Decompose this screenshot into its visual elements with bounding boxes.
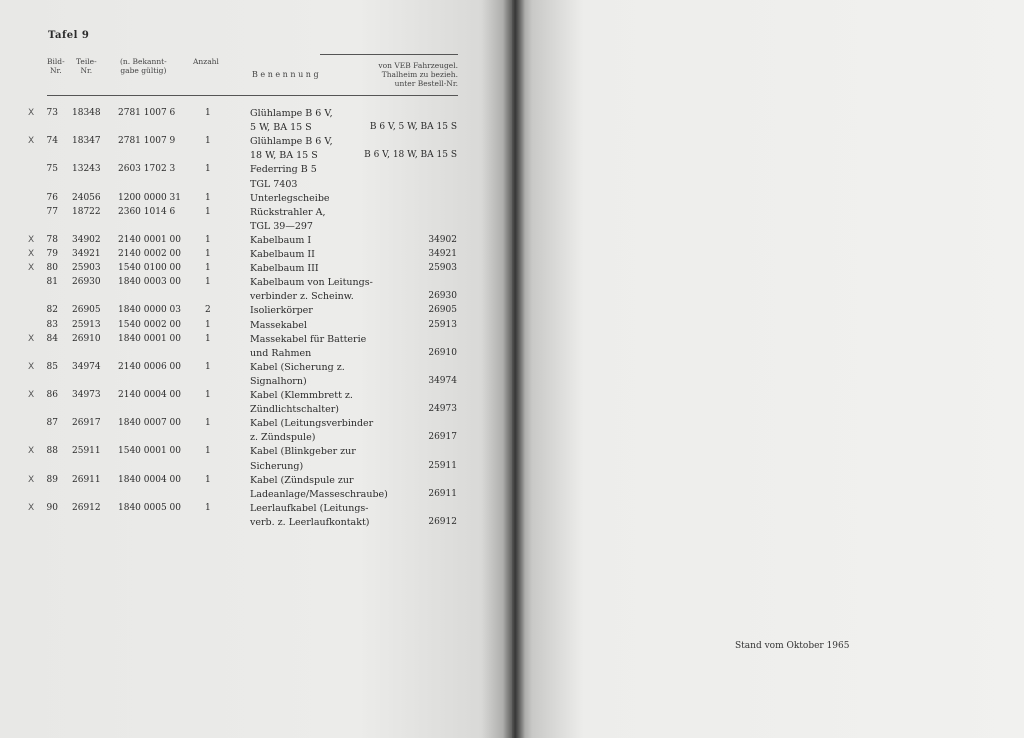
cell-teile-nr: 25911 xyxy=(72,446,101,457)
cell-bild-nr: 74 xyxy=(46,136,58,147)
cell-anzahl: 1 xyxy=(205,390,211,400)
check-mark: X xyxy=(28,333,35,344)
cell-bestell-nr: 25903 xyxy=(428,263,457,274)
cell-bild-nr: 87 xyxy=(46,418,58,429)
table-row xyxy=(0,150,512,164)
cell-teile-nr: 26905 xyxy=(72,305,101,316)
cell-benennung: Signalhorn) xyxy=(250,375,307,387)
header-bild: Bild- Nr. xyxy=(47,57,65,75)
cell-bestell-nr: 26912 xyxy=(428,516,457,527)
table-row xyxy=(0,305,512,319)
cell-bild-nr: 73 xyxy=(46,108,58,118)
table-title: Tafel 9 xyxy=(48,30,90,41)
cell-anzahl: 1 xyxy=(205,502,211,513)
cell-benennung: Kabel (Klemmbrett z. xyxy=(250,390,353,401)
cell-benennung: Zündlichtschalter) xyxy=(250,404,339,416)
cell-benennung: und Rahmen xyxy=(250,347,312,359)
table-row xyxy=(0,432,512,446)
table-row xyxy=(0,489,512,503)
table-row xyxy=(0,348,512,362)
table-row xyxy=(0,179,512,193)
right-page xyxy=(512,0,1024,738)
cell-anzahl: 1 xyxy=(205,474,211,485)
cell-benennung: Massekabel für Batterie xyxy=(250,333,367,345)
cell-teile-nr: 24056 xyxy=(72,192,101,203)
table-row xyxy=(0,334,512,348)
cell-bestell-nr: B 6 V, 5 W, BA 15 S xyxy=(369,122,457,133)
cell-bestell-nr: B 6 V, 18 W, BA 15 S xyxy=(364,150,457,161)
cell-bestell-nr: 26905 xyxy=(428,305,457,316)
cell-bekanntgabe: 1540 0100 00 xyxy=(118,263,181,274)
cell-bild-nr: 77 xyxy=(46,206,58,217)
cell-bild-nr: 88 xyxy=(46,446,58,457)
cell-teile-nr: 26912 xyxy=(72,502,101,513)
cell-benennung: Leerlaufkabel (Leitungs- xyxy=(250,502,369,514)
check-mark: X xyxy=(28,390,35,400)
cell-bild-nr: 85 xyxy=(46,361,58,372)
table-row xyxy=(0,291,512,305)
cell-benennung: Isolierkörper xyxy=(250,305,313,317)
cell-anzahl: 1 xyxy=(205,333,211,344)
table-row xyxy=(0,277,512,291)
cell-teile-nr: 34902 xyxy=(72,234,101,245)
cell-bild-nr: 78 xyxy=(46,234,58,245)
check-mark: X xyxy=(28,474,35,485)
cell-teile-nr: 18722 xyxy=(72,206,101,217)
cell-anzahl: 1 xyxy=(205,234,211,245)
cell-benennung: Kabel (Leitungsverbinder xyxy=(250,418,374,430)
cell-benennung: Kabelbaum I xyxy=(250,234,312,246)
cell-bekanntgabe: 2360 1014 6 xyxy=(118,206,176,217)
header-benennung: B e n e n n u n g xyxy=(252,70,319,79)
header-anzahl: Anzahl xyxy=(193,57,219,66)
cell-bestell-nr: 34902 xyxy=(428,234,457,245)
table-row xyxy=(0,122,512,136)
cell-benennung: Glühlampe B 6 V, xyxy=(250,136,333,148)
cell-teile-nr: 18347 xyxy=(72,136,101,147)
cell-bild-nr: 81 xyxy=(46,277,58,288)
cell-benennung: verb. z. Leerlaufkontakt) xyxy=(250,516,370,528)
table-row xyxy=(0,320,512,334)
cell-bestell-nr: 26917 xyxy=(428,432,457,443)
cell-bekanntgabe: 1540 0001 00 xyxy=(118,446,181,457)
table-row xyxy=(0,193,512,207)
header-teil: Teile- Nr. xyxy=(76,57,97,75)
cell-anzahl: 1 xyxy=(205,418,211,429)
cell-anzahl: 1 xyxy=(205,192,211,203)
table-row xyxy=(0,164,512,178)
cell-teile-nr: 26930 xyxy=(72,277,101,288)
cell-bekanntgabe: 2140 0002 00 xyxy=(118,249,181,259)
cell-bekanntgabe: 2140 0006 00 xyxy=(118,361,181,372)
cell-bekanntgabe: 1840 0000 03 xyxy=(118,305,181,316)
table-row xyxy=(0,362,512,376)
cell-anzahl: 1 xyxy=(205,206,211,217)
cell-benennung: verbinder z. Scheinw. xyxy=(250,291,354,303)
cell-teile-nr: 25903 xyxy=(72,263,101,274)
cell-benennung: TGL 7403 xyxy=(250,178,298,190)
cell-benennung: Kabel (Sicherung z. xyxy=(250,361,345,373)
table-row xyxy=(0,418,512,432)
table-row xyxy=(0,461,512,475)
book-gutter xyxy=(503,0,525,738)
table-row xyxy=(0,235,512,249)
header-top-rule xyxy=(320,54,458,55)
cell-anzahl: 1 xyxy=(205,108,211,118)
cell-benennung: Ladeanlage/Masseschraube) xyxy=(250,488,388,500)
table-row xyxy=(0,404,512,418)
cell-bekanntgabe: 2140 0004 00 xyxy=(118,390,181,400)
table-row xyxy=(0,475,512,489)
cell-bild-nr: 79 xyxy=(46,249,58,259)
cell-bekanntgabe: 1840 0003 00 xyxy=(118,277,181,288)
cell-teile-nr: 25913 xyxy=(72,319,101,330)
cell-anzahl: 1 xyxy=(205,446,211,457)
cell-bekanntgabe: 1840 0007 00 xyxy=(118,418,181,429)
table-row xyxy=(0,221,512,235)
check-mark: X xyxy=(28,234,35,245)
header-bek: (n. Bekannt- gabe gültig) xyxy=(120,57,167,75)
cell-bild-nr: 75 xyxy=(46,164,58,175)
cell-bild-nr: 90 xyxy=(46,502,58,513)
cell-bekanntgabe: 2140 0001 00 xyxy=(118,234,181,245)
cell-bestell-nr: 25911 xyxy=(428,460,457,471)
cell-bekanntgabe: 1540 0002 00 xyxy=(118,319,181,330)
table-row xyxy=(0,446,512,460)
cell-teile-nr: 34974 xyxy=(72,361,101,372)
cell-bestell-nr: 24973 xyxy=(428,404,457,415)
cell-benennung: TGL 39—297 xyxy=(250,220,313,232)
table-row xyxy=(0,390,512,404)
cell-bild-nr: 84 xyxy=(46,333,58,344)
cell-bestell-nr: 26910 xyxy=(428,347,457,358)
cell-anzahl: 1 xyxy=(205,263,211,274)
cell-bekanntgabe: 1840 0005 00 xyxy=(118,502,181,513)
header-bottom-rule xyxy=(47,95,458,96)
table-row xyxy=(0,207,512,221)
cell-benennung: Kabelbaum von Leitungs- xyxy=(250,277,373,289)
cell-benennung: Kabel (Zündspule zur xyxy=(250,474,354,486)
cell-teile-nr: 13243 xyxy=(72,164,101,175)
cell-bestell-nr: 25913 xyxy=(428,319,457,330)
cell-teile-nr: 34973 xyxy=(72,390,101,400)
table-row xyxy=(0,136,512,150)
cell-bestell-nr: 26930 xyxy=(428,291,457,302)
cell-teile-nr: 18348 xyxy=(72,108,101,118)
cell-benennung: Kabel (Blinkgeber zur xyxy=(250,446,356,458)
cell-benennung: Massekabel xyxy=(250,319,307,331)
cell-anzahl: 1 xyxy=(205,277,211,288)
table-row xyxy=(0,503,512,517)
cell-bild-nr: 86 xyxy=(46,390,58,400)
cell-bekanntgabe: 1840 0004 00 xyxy=(118,474,181,485)
cell-anzahl: 1 xyxy=(205,319,211,330)
table-row xyxy=(0,249,512,263)
cell-bild-nr: 82 xyxy=(46,305,58,316)
cell-benennung: Sicherung) xyxy=(250,460,304,472)
cell-anzahl: 1 xyxy=(205,249,211,259)
cell-benennung: 18 W, BA 15 S xyxy=(250,150,318,162)
cell-benennung: Kabelbaum III xyxy=(250,263,319,275)
cell-anzahl: 1 xyxy=(205,361,211,372)
cell-benennung: z. Zündspule) xyxy=(250,432,316,444)
cell-bestell-nr: 34921 xyxy=(428,249,457,259)
cell-bestell-nr: 34974 xyxy=(428,375,457,386)
table-row xyxy=(0,376,512,390)
check-mark: X xyxy=(28,263,35,274)
cell-bekanntgabe: 1840 0001 00 xyxy=(118,333,181,344)
cell-benennung: Unterlegscheibe xyxy=(250,192,330,204)
check-mark: X xyxy=(28,361,35,372)
cell-teile-nr: 34921 xyxy=(72,249,101,259)
cell-bestell-nr: 26911 xyxy=(428,488,457,499)
cell-bekanntgabe: 2781 1007 9 xyxy=(118,136,176,147)
cell-benennung: Kabelbaum II xyxy=(250,249,315,260)
check-mark: X xyxy=(28,502,35,513)
cell-teile-nr: 26910 xyxy=(72,333,101,344)
cell-bekanntgabe: 2781 1007 6 xyxy=(118,108,176,118)
check-mark: X xyxy=(28,446,35,457)
cell-bild-nr: 89 xyxy=(46,474,58,485)
cell-anzahl: 2 xyxy=(205,305,211,316)
table-row xyxy=(0,517,512,531)
cell-bild-nr: 83 xyxy=(46,319,58,330)
check-mark: X xyxy=(28,136,35,147)
cell-bild-nr: 80 xyxy=(46,263,58,274)
cell-anzahl: 1 xyxy=(205,136,211,147)
cell-bekanntgabe: 2603 1702 3 xyxy=(118,164,176,175)
check-mark: X xyxy=(28,108,35,118)
footer-date: Stand vom Oktober 1965 xyxy=(735,641,850,651)
cell-benennung: Glühlampe B 6 V, xyxy=(250,108,333,119)
cell-teile-nr: 26917 xyxy=(72,418,101,429)
cell-benennung: Rückstrahler A, xyxy=(250,206,326,218)
cell-teile-nr: 26911 xyxy=(72,474,101,485)
header-veb: von VEB Fahrzeugel. Thalheim zu bezieh. unter Bestell-Nr. xyxy=(378,61,458,88)
cell-bekanntgabe: 1200 0000 31 xyxy=(118,192,181,203)
table-row xyxy=(0,108,512,122)
check-mark: X xyxy=(28,249,35,259)
cell-benennung: Federring B 5 xyxy=(250,164,317,176)
cell-benennung: 5 W, BA 15 S xyxy=(250,122,312,134)
cell-anzahl: 1 xyxy=(205,164,211,175)
cell-bild-nr: 76 xyxy=(46,192,58,203)
table-row xyxy=(0,263,512,277)
